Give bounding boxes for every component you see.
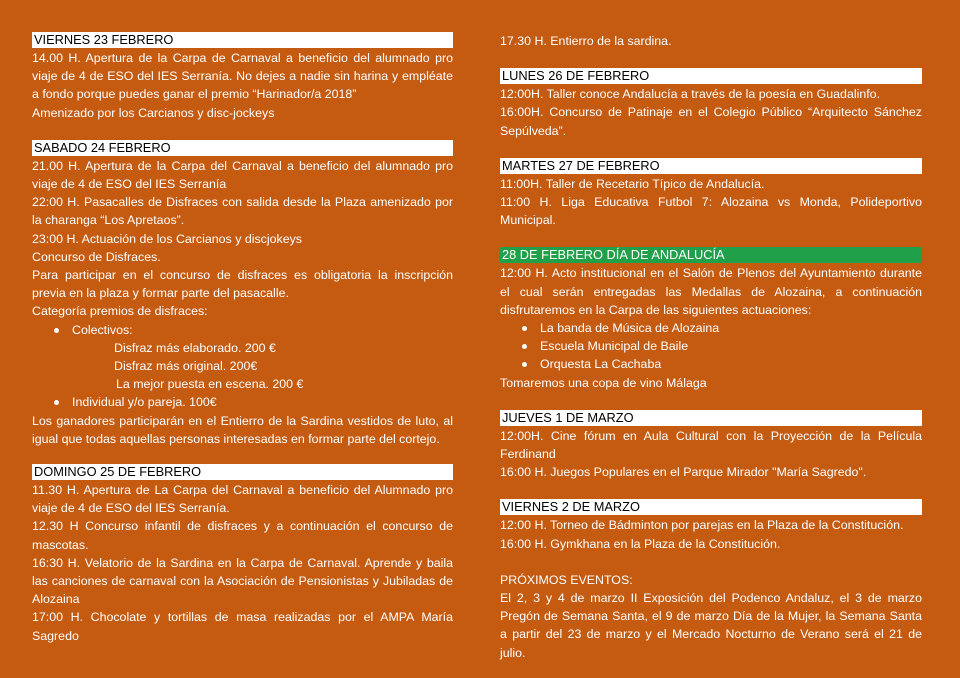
event-lunes-2: 16:00H. Concurso de Patinaje en el Colegio Público “Arquitecto Sánchez Sepúlveda”. [500, 105, 922, 138]
event-entierro [500, 32, 922, 50]
event-domingo-1 [32, 481, 453, 517]
event-sabado-2 [32, 193, 453, 229]
list-item-individual: Individual y/o pareja. 100€ [32, 393, 453, 411]
event-sabado-3 [32, 230, 453, 248]
event-domingo-3 [32, 554, 453, 609]
right-column [500, 32, 922, 662]
event-text: Gymkhana en la Plaza de la Constitución. [546, 536, 781, 551]
event-time: 12:00 H. [500, 518, 547, 533]
heading-viernes-23: VIERNES 23 FEBRERO [32, 32, 453, 48]
heading-lunes-26: LUNES 26 DE FEBRERO [500, 68, 922, 84]
heading-martes-27: MARTES 27 DE FEBRERO [500, 158, 922, 174]
event-text: Velatorio de la Sardina en la Carpa de Carnaval. Aprende y baila las canciones de carnaval con la Asociación de Pensionistas y Jubiladas de Alozaina [32, 555, 454, 607]
event-lunes-1: 12:00H. Taller conoce Andalucía a través de la poesía en Guadalinfo. [500, 87, 881, 102]
heading-viernes-2: VIERNES 2 DE MARZO [500, 499, 922, 515]
event-text: Torneo de Bádminton por parejas en la Plaza de la Constitución. [546, 518, 904, 533]
actuaciones-list [500, 319, 922, 374]
heading-dia-andalucia: 28 DE FEBRERO DÍA DE ANDALUCÍA [500, 247, 922, 263]
event-sabado-1 [32, 157, 453, 193]
event-time: 14.00 H. [32, 51, 81, 65]
premio-elaborado: Disfraz más elaborado. 200 € [114, 340, 276, 355]
event-text: Acto institucional en el Salón de Plenos del Ayuntamiento durante el cual serán entregadas las Medallas de Alozaina, a continuación disfrutaremos en la Carpa de las siguientes actuaciones: [500, 266, 922, 317]
event-text: Concurso infantil de disfraces y a continuación el concurso de mascotas. [32, 519, 453, 552]
heading-jueves-1: JUEVES 1 DE MARZO [500, 410, 922, 426]
event-viernes-23 [32, 49, 453, 104]
proximos-heading: PRÓXIMOS EVENTOS: [500, 572, 633, 587]
list-item: Orquesta La Cachaba [500, 355, 922, 373]
categoria-list [32, 321, 453, 339]
proximos-text: El 2, 3 y 4 de marzo II Exposición del Podenco Andaluz, el 3 de marzo Pregón de Semana Santa, el 9 de marzo Día de la Mujer, la Semana Santa a partir del 23 de marzo y el Mercado Nocturno de Verano será el 21 de julio. [500, 591, 922, 660]
categoria-list-2 [32, 393, 453, 411]
event-domingo-2 [32, 517, 453, 553]
event-time: 23:00 H. [32, 231, 79, 246]
premio-escena: La mejor puesta en escena. 200 € [116, 377, 304, 392]
event-viernes2-1 [500, 516, 922, 534]
event-text: Actuación de los Carcianos y discjokeys [78, 231, 302, 246]
list-item-colectivos: Colectivos: [32, 321, 453, 339]
event-time: 17.30 H. [500, 34, 547, 48]
event-time: 12:00H. [500, 428, 544, 443]
event-time: 21.00 H. [32, 158, 81, 173]
event-time: 16:30 H. [32, 555, 81, 570]
left-column [32, 32, 453, 645]
list-item: La banda de Música de Alozaina [500, 319, 922, 337]
event-jueves-1 [500, 427, 922, 463]
event-text: Apertura de la Carpa de Carnaval a beneficio del alumnado pro viaje de 4 de ESO del IES Serranía. No dejes a nadie sin harina y empléate a fondo porque puedes ganar el premio “Harinador/a 2018” [32, 51, 454, 102]
event-time: 12:00 H. [500, 266, 548, 281]
event-time: 16:00 H. [500, 465, 547, 480]
event-text: Entierro de la sardina. [546, 34, 672, 48]
event-martes-2: 11:00 H. Liga Educativa Futbol 7: Alozaina vs Monda, Polideportivo Municipal. [500, 195, 922, 228]
vino-note: Tomaremos una copa de vino Málaga [500, 375, 707, 390]
amenizado-note: Amenizado por los Carcianos y disc-jockeys [32, 105, 275, 120]
event-martes-1: 11:00H. Taller de Recetario Típico de Andalucía. [500, 176, 765, 191]
event-text: Juegos Populares en el Parque Mirador "María Sagredo". [546, 465, 867, 480]
event-time: 16:00 H. [500, 536, 547, 551]
event-text: Chocolate y tortillas de masa realizadas por el AMPA María Sagredo [32, 610, 453, 643]
concurso-title: Concurso de Disfraces. [32, 249, 161, 264]
premio-original: Disfraz más original. 200€ [114, 359, 258, 374]
event-time: 17:00 H. [32, 610, 84, 625]
event-domingo-4 [32, 608, 453, 644]
event-time: 22:00 H. [32, 195, 80, 210]
participar-note: Para participar en el concurso de disfraces es obligatoria la inscripción previa en la plaza y formar parte del pasacalle. [32, 268, 453, 301]
event-text: Cine fórum en Aula Cultural con la Proyección de la Película Ferdinand [500, 428, 922, 462]
event-jueves-2 [500, 463, 922, 481]
event-time: 12.30 H [32, 519, 79, 534]
event-viernes2-2 [500, 535, 922, 553]
event-text: Apertura de la Carpa del Carnaval a beneficio del alumnado pro viaje de 4 de ESO del IES Serranía [32, 158, 453, 192]
list-item: Escuela Municipal de Baile [500, 337, 922, 355]
ganadores-note: Los ganadores participarán en el Entierro de la Sardina vestidos de luto, al igual que todas aquellas personas interesadas en formar parte del cortejo. [32, 413, 453, 446]
event-text: Apertura de La Carpa del Carnaval a beneficio del Alumnado pro viaje de 4 de ESO del IES Serranía. [32, 483, 453, 516]
event-time: 11.30 H. [32, 483, 80, 498]
heading-domingo-25: DOMINGO 25 DE FEBRERO [32, 464, 453, 480]
event-text: Pasacalles de Disfraces con salida desde la Plaza amenizado por la charanga “Los Apretaos”. [32, 195, 453, 228]
categoria-label: Categoría premios de disfraces: [32, 304, 208, 319]
event-andalucia-1 [500, 264, 922, 319]
heading-sabado-24: SABADO 24 FEBRERO [32, 140, 453, 156]
